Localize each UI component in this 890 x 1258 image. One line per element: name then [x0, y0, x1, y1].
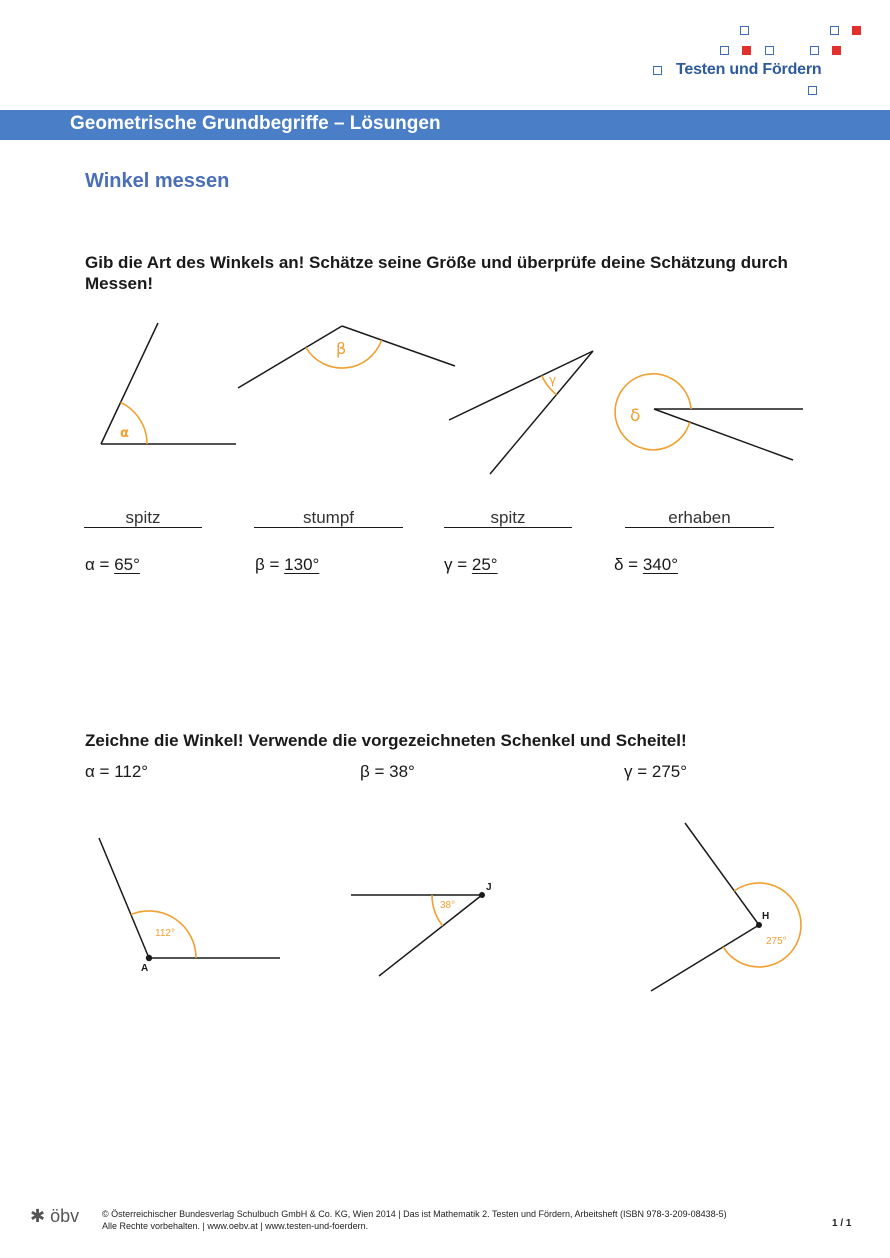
- beta-symbol: β: [336, 339, 347, 358]
- vertex-h-label: H: [762, 911, 770, 922]
- publisher-logo: ✱ öbv: [30, 1206, 80, 1226]
- given-gamma: γ = 275°: [624, 762, 688, 781]
- construct-beta-figure: [351, 882, 492, 976]
- gamma-construct-arc: [723, 883, 801, 967]
- delta-symbol: δ: [630, 406, 641, 426]
- construct-gamma-figure: [651, 823, 801, 991]
- gamma-construct-value: 275°: [766, 936, 787, 947]
- vertex-a-label: A: [141, 963, 149, 974]
- footer-copyright: © Österreichischer Bundesverlag Schulbuch GmbH & Co. KG, Wien 2014 | Das ist Mathematik 2. Testen und Fördern, Arbeitsheft (ISBN 978-3-209-08438-5) Alle Rechte vorbehalten. | www.oebv.at | www.testen-und-foerdern.: [102, 1209, 727, 1231]
- measure-gamma-value[interactable]: 25°: [471, 555, 498, 574]
- measure-alpha: α = 65°: [85, 555, 140, 574]
- gamma-symbol: γ: [549, 373, 557, 387]
- construct-alpha-figure: [99, 838, 280, 974]
- vertex-j-label: J: [486, 882, 492, 893]
- measure-alpha-value[interactable]: 65°: [114, 555, 140, 574]
- section-title: Winkel messen: [85, 170, 230, 192]
- brand-name: Testen und Fördern: [676, 61, 822, 78]
- measure-gamma: γ = 25°: [444, 555, 498, 574]
- page-number: 1 / 1: [832, 1218, 852, 1229]
- alpha-symbol: α: [120, 426, 129, 441]
- answer-type-alpha[interactable]: spitz: [84, 508, 202, 528]
- alpha-construct-value: 112°: [155, 928, 175, 939]
- given-alpha: α = 112°: [85, 762, 149, 781]
- given-beta: β = 38°: [360, 762, 415, 781]
- answer-type-gamma[interactable]: spitz: [444, 508, 572, 528]
- answer-type-delta[interactable]: erhaben: [625, 508, 774, 528]
- measure-beta-value[interactable]: 130°: [284, 555, 320, 574]
- task1-instruction: Gib die Art des Winkels an! Schätze seine Größe und überprüfe deine Schätzung durch Messen!: [85, 253, 788, 293]
- beta-construct-value: 38°: [440, 900, 456, 911]
- answer-type-beta[interactable]: stumpf: [254, 508, 403, 528]
- page-title: Geometrische Grundbegriffe – Lösungen: [70, 113, 441, 134]
- task2-instruction: Zeichne die Winkel! Verwende die vorgezeichneten Schenkel und Scheitel!: [85, 731, 687, 750]
- measure-beta: β = 130°: [255, 555, 320, 574]
- measure-delta: δ = 340°: [614, 555, 679, 574]
- publisher-star-icon: ✱: [30, 1206, 46, 1226]
- measure-delta-value[interactable]: 340°: [642, 555, 679, 574]
